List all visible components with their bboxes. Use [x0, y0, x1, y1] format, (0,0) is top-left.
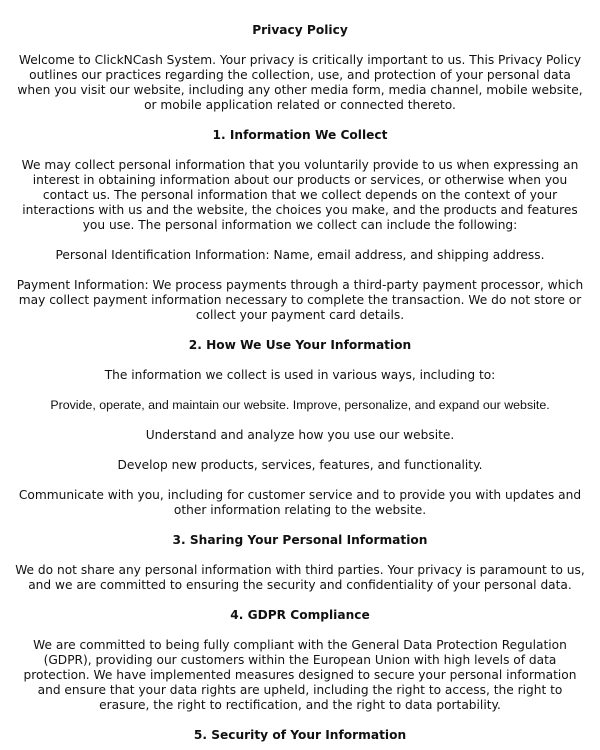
intro-paragraph: Welcome to ClickNCash System. Your privacy is critically important to us. This Privacy Policy outlines our practices regarding the collection, use, and protection of your personal data when you visit our website, including any other media form, media channel, mobile website, or mobile application related or connected thereto.: [17, 53, 583, 112]
section-heading-sharing: 3. Sharing Your Personal Information: [172, 533, 428, 547]
list-item: Payment Information: We process payments through a third-party payment processor, which may collect payment information necessary to complete the transaction. We do not store or collect your payment card details.: [16, 278, 584, 322]
section-heading-security: 5. Security of Your Information: [193, 728, 407, 742]
list-item: Develop new products, services, features, and functionality.: [117, 458, 483, 472]
section-heading-gdpr: 4. GDPR Compliance: [230, 608, 370, 622]
section-paragraph: We are committed to being fully compliant with the General Data Protection Regulation (GDPR), providing our customers within the European Union with high levels of data protection. We have implemented measures designed to secure your personal information and ensure that your data rights are upheld, including the right to access, the right to erasure, the right to rectification, and the right to data portability.: [23, 638, 577, 712]
page-title: Privacy Policy: [252, 23, 348, 37]
list-item: Personal Identification Information: Name, email address, and shipping address.: [55, 248, 545, 262]
list-item: Provide, operate, and maintain our website. Improve, personalize, and expand our website.: [50, 398, 550, 412]
section-heading-how-we-use: 2. How We Use Your Information: [188, 338, 412, 352]
section-heading-information-we-collect: 1. Information We Collect: [212, 128, 388, 142]
section-paragraph: We do not share any personal information with third parties. Your privacy is paramount to us, and we are committed to ensuring the security and confidentiality of your personal data.: [15, 563, 585, 592]
list-item: Understand and analyze how you use our website.: [145, 428, 455, 442]
list-item: Communicate with you, including for customer service and to provide you with updates and other information relating to the website.: [18, 488, 582, 517]
section-paragraph: We may collect personal information that you voluntarily provide to us when expressing an interest in obtaining information about our products or services, or otherwise when you contact us. The personal information that we collect depends on the context of your interactions with us and the website, the choices you make, and the products and features you use. The personal information we collect can include the following:: [21, 158, 579, 232]
section-paragraph: The information we collect is used in various ways, including to:: [104, 368, 496, 382]
